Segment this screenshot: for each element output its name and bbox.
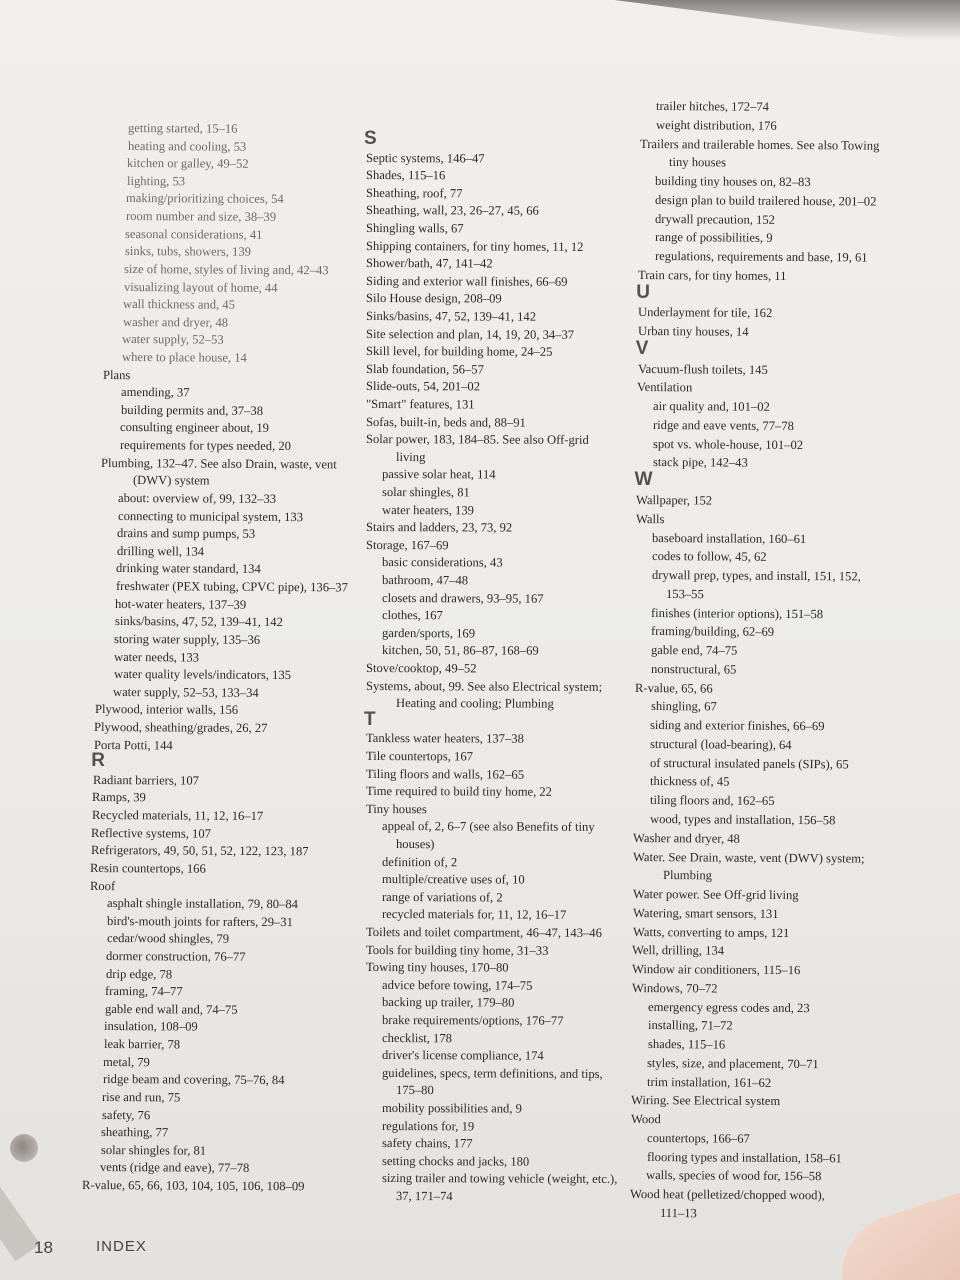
index-entry: Tiling floors and walls, 162–65 [365,766,525,782]
index-subentry: cedar/wood shingles, 79 [106,931,229,947]
index-subentry: shades, 115–16 [647,1037,725,1052]
index-subentry: stack pipe, 142–43 [652,455,748,471]
index-entry: Plans [103,367,131,382]
index-entry: Slab foundation, 56–57 [365,361,484,377]
index-subentry: nonstructural, 65 [650,661,737,677]
index-subentry: rise and run, 75 [102,1089,181,1105]
index-entry: Water. See Drain, waste, vent (DWV) system; [633,849,865,866]
index-entry: Tile countertops, 167 [365,749,473,764]
index-entry: Tools for building tiny home, 31–33 [365,942,549,958]
index-subentry: countertops, 166–67 [646,1130,750,1146]
index-entry: Sinks/basins, 47, 52, 139–41, 142 [365,309,537,324]
index-entry: Trailers and trailerable homes. See also Towing [639,136,880,153]
index-subentry: definition of, 2 [381,854,458,869]
index-entry: Shipping containers, for tiny homes, 11, 12 [365,238,584,254]
index-subentry: storing water supply, 135–36 [114,631,261,647]
index-subentry: kitchen or galley, 49–52 [127,156,249,171]
index-continuation: Plumbing [663,868,713,883]
index-subentry: driver's license compliance, 174 [381,1048,544,1063]
index-subentry: room number and size, 38–39 [125,209,276,224]
index-entry: Recycled materials, 11, 12, 16–17 [91,808,264,824]
index-subentry: building tiny houses on, 82–83 [655,174,812,190]
index-subentry: water heaters, 139 [381,502,474,517]
index-entry: R-value, 65, 66 [634,680,713,696]
index-subentry: sinks/basins, 47, 52, 139–41, 142 [114,614,283,630]
index-subentry: dormer construction, 76–77 [106,948,246,964]
index-entry: Toilets and toilet compartment, 46–47, 143–46 [365,925,602,940]
index-subentry: appeal of, 2, 6–7 (see also Benefits of tiny [381,819,595,835]
index-subentry: asphalt shingle installation, 79, 80–84 [107,896,299,912]
index-entry: Tiny houses [365,801,427,817]
index-subentry: size of home, styles of living and, 42–43 [124,261,329,278]
index-subentry: wall thickness and, 45 [123,297,236,312]
index-subentry: drinking water standard, 134 [116,561,262,577]
index-subentry: structural (load-bearing), 64 [650,736,792,752]
index-subentry: bird's-mouth joints for rafters, 29–31 [106,913,293,929]
index-entry: Washer and dryer, 48 [633,830,741,846]
index-subentry: shingling, 67 [650,699,717,714]
index-entry: "Smart" features, 131 [365,397,475,412]
index-subentry: emergency egress codes and, 23 [647,999,810,1015]
index-subentry: consulting engineer about, 19 [120,420,270,436]
index-subentry: spot vs. whole-house, 101–02 [652,436,804,452]
index-subentry: garden/sports, 169 [381,625,476,641]
index-entry: Windows, 70–72 [631,980,718,996]
page-edge-shadow [0,0,960,40]
index-subentry: trim installation, 161–62 [647,1074,772,1090]
index-entry: Silo House design, 208–09 [365,291,502,306]
index-subentry: sheathing, 77 [101,1125,169,1140]
index-subentry: siding and exterior finishes, 66–69 [650,718,826,734]
index-subentry: regulations for, 19 [381,1118,475,1133]
index-subentry: solar shingles, 81 [381,485,470,500]
index-subentry: lighting, 53 [126,173,185,189]
index-entry: Watering, smart sensors, 131 [632,905,779,921]
index-subentry: vents (ridge and eave), 77–78 [100,1160,250,1176]
index-entry: Time required to build tiny home, 22 [365,784,553,799]
index-subentry: water needs, 133 [113,649,200,665]
index-subentry: setting chocks and jacks, 180 [381,1153,530,1169]
section-letter: U [636,281,651,303]
index-entry: R-value, 65, 66, 103, 104, 105, 106, 108–09 [81,1178,305,1194]
index-subentry: building permits and, 37–38 [120,402,263,418]
page-number: 18 [34,1238,53,1257]
index-entry: Ventilation [637,380,693,395]
index-entry: Ramps, 39 [92,790,147,805]
index-subentry: drains and sump pumps, 53 [117,526,256,542]
index-subentry: visualizing layout of home, 44 [123,279,278,295]
index-continuation: 111–13 [659,1206,697,1221]
index-continuation: living [395,449,426,464]
index-subentry: advice before towing, 174–75 [381,977,533,993]
index-subentry: amending, 37 [120,385,190,400]
index-subentry: freshwater (PEX tubing, CPVC pipe), 136–37 [115,579,348,595]
section-letter: R [91,750,105,772]
index-entry: Resin countertops, 166 [90,860,207,876]
index-subentry: codes to follow, 45, 62 [651,549,767,565]
running-footer: INDEX [96,1238,147,1255]
index-subentry: regulations, requirements and base, 19, 61 [654,249,868,265]
index-subentry: framing/building, 62–69 [651,624,775,640]
index-subentry: leak barrier, 78 [103,1037,180,1052]
section-letter: T [364,708,376,730]
index-entry: Watts, converting to amps, 121 [632,924,789,940]
binder-hole [10,1134,38,1162]
index-subentry: thickness of, 45 [649,774,730,790]
index-continuation: tiny houses [669,155,727,170]
index-entry: Towing tiny houses, 170–80 [365,960,509,975]
index-subentry: framing, 74–77 [105,984,183,999]
index-entry: Wallpaper, 152 [636,493,713,508]
index-entry: Sofas, built-in, beds and, 88–91 [365,414,526,430]
index-subentry: walls, species of wood for, 156–58 [646,1168,822,1184]
index-subentry: passive solar heat, 114 [381,467,496,482]
index-subentry: multiple/creative uses of, 10 [381,872,525,887]
index-entry: Well, drilling, 134 [632,943,725,958]
index-subentry: water quality levels/indicators, 135 [113,667,291,683]
index-subentry: ridge and eave vents, 77–78 [653,417,795,433]
index-subentry: wood, types and installation, 156–58 [649,811,835,828]
index-subentry: mobility possibilities and, 9 [381,1101,522,1116]
section-letter: V [635,337,649,359]
index-subentry: making/prioritizing choices, 54 [126,191,284,207]
index-subentry: range of variations of, 2 [381,889,503,905]
index-entry: Stove/cooktop, 49–52 [365,661,477,676]
index-subentry: drilling well, 134 [116,543,204,559]
index-subentry: seasonal considerations, 41 [125,226,263,242]
index-subentry: insulation, 108–09 [104,1019,198,1034]
index-entry: Plumbing, 132–47. See also Drain, waste, vent [101,455,337,472]
index-subentry: air quality and, 101–02 [653,399,771,415]
index-subentry: kitchen, 50, 51, 86–87, 168–69 [381,643,539,659]
index-subentry: trailer hitches, 172–74 [655,99,770,114]
index-subentry: bathroom, 47–48 [381,573,469,588]
index-continuation: 175–80 [395,1083,434,1098]
index-entry: Site selection and plan, 14, 19, 20, 34–37 [365,326,575,342]
index-subentry: washer and dryer, 48 [122,314,229,330]
index-subentry: range of possibilities, 9 [654,230,773,246]
index-subentry: requirements for types needed, 20 [119,438,291,454]
index-entry: Wood heat (pelletized/chopped wood), [630,1187,826,1203]
index-entry: Wiring. See Electrical system [630,1093,781,1109]
index-subentry: weight distribution, 176 [655,117,777,133]
section-letter: W [634,469,653,491]
index-subentry: drip edge, 78 [105,966,172,981]
index-entry: Train cars, for tiny homes, 11 [638,267,787,283]
index-entry: Window air conditioners, 115–16 [632,962,801,978]
index-subentry: guidelines, specs, term definitions, and tips, [381,1065,603,1081]
index-subentry: design plan to build trailered house, 201–02 [655,192,877,209]
index-entry: Shower/bath, 47, 141–42 [365,256,493,271]
index-subentry: gable end wall and, 74–75 [104,1001,238,1017]
index-entry: Sheathing, wall, 23, 26–27, 45, 66 [365,203,539,219]
index-subentry: baseboard installation, 160–61 [652,530,807,546]
index-entry: Shades, 115–16 [365,168,446,183]
index-entry: Shingling walls, 67 [365,221,464,236]
index-entry: Walls [636,511,665,526]
section-letter: S [364,128,377,149]
index-subentry: drywall precaution, 152 [654,211,775,227]
index-subentry: tiling floors and, 162–65 [649,793,775,809]
index-entry: Urban tiny houses, 14 [637,324,749,339]
index-subentry: safety, 76 [101,1107,151,1122]
index-entry: Slide-outs, 54, 201–02 [365,379,481,394]
index-subentry: ridge beam and covering, 75–76, 84 [102,1072,285,1088]
index-entry: Stairs and ladders, 23, 73, 92 [365,520,513,535]
index-subentry: solar shingles for, 81 [100,1142,207,1158]
index-subentry: sizing trailer and towing vehicle (weight, etc.), [381,1171,618,1187]
index-subentry: basic considerations, 43 [381,555,503,570]
thumb [827,1190,960,1280]
index-subentry: backing up trailer, 179–80 [381,995,515,1010]
index-subentry: finishes (interior options), 151–58 [651,605,824,621]
index-subentry: recycled materials for, 11, 12, 16–17 [381,907,567,923]
index-continuation: Heating and cooling; Plumbing [395,696,554,711]
index-subentry: closets and drawers, 93–95, 167 [381,590,544,606]
index-subentry: about: overview of, 99, 132–33 [118,490,277,506]
index-subentry: brake requirements/options, 176–77 [381,1013,564,1028]
index-entry: Storage, 167–69 [365,537,449,553]
index-continuation: (DWV) system [132,473,210,488]
index-entry: Systems, about, 99. See also Electrical system; [365,678,603,694]
index-entry: Solar power, 183, 184–85. See also Off-grid [365,432,589,448]
index-entry: Skill level, for building home, 24–25 [365,344,553,359]
index-subentry: connecting to municipal system, 133 [117,508,303,524]
index-subentry: clothes, 167 [381,608,443,623]
index-subentry: where to place house, 14 [121,350,247,365]
index-subentry: gable end, 74–75 [651,643,738,658]
index-subentry: installing, 71–72 [647,1018,733,1033]
index-subentry: metal, 79 [103,1054,151,1069]
index-entry: Reflective systems, 107 [91,825,212,841]
index-subentry: water supply, 52–53 [122,332,225,348]
index-entry: Plywood, interior walls, 156 [94,702,238,718]
index-subentry: sinks, tubs, showers, 139 [124,244,251,260]
index-subentry: safety chains, 177 [381,1136,473,1151]
index-entry: Underlayment for tile, 162 [638,305,773,321]
index-entry: Vacuum-flush toilets, 145 [637,361,768,377]
index-entry: Roof [89,878,116,893]
index-entry: Plywood, sheathing/grades, 26, 27 [94,719,268,735]
index-entry: Sheathing, roof, 77 [365,185,463,201]
index-subentry: water supply, 52–53, 133–34 [113,684,259,700]
index-continuation: houses) [395,837,435,852]
index-subentry: hot-water heaters, 137–39 [115,596,247,612]
index-entry: Tankless water heaters, 137–38 [365,731,524,747]
index-entry: Wood [630,1112,661,1127]
index-subentry: checklist, 178 [381,1030,452,1045]
index-subentry: styles, size, and placement, 70–71 [647,1055,820,1072]
index-subentry: drywall prep, types, and install, 151, 152, [651,568,861,584]
index-entry: Porta Potti, 144 [93,737,173,753]
index-entry: Refrigerators, 49, 50, 51, 52, 122, 123, 187 [90,843,309,859]
index-subentry: heating and cooling, 53 [127,138,246,154]
index-entry: Siding and exterior wall finishes, 66–69 [365,273,568,289]
index-subentry: flooring types and installation, 158–61 [646,1149,842,1166]
index-subentry: getting started, 15–16 [127,121,238,136]
index-entry: Septic systems, 146–47 [365,150,485,166]
index-continuation: 153–55 [665,586,704,602]
index-entry: Water power. See Off-grid living [632,887,799,903]
index-continuation: 37, 171–74 [395,1189,453,1204]
index-subentry: of structural insulated panels (SIPs), 65 [650,755,849,772]
index-entry: Radiant barriers, 107 [92,772,199,788]
